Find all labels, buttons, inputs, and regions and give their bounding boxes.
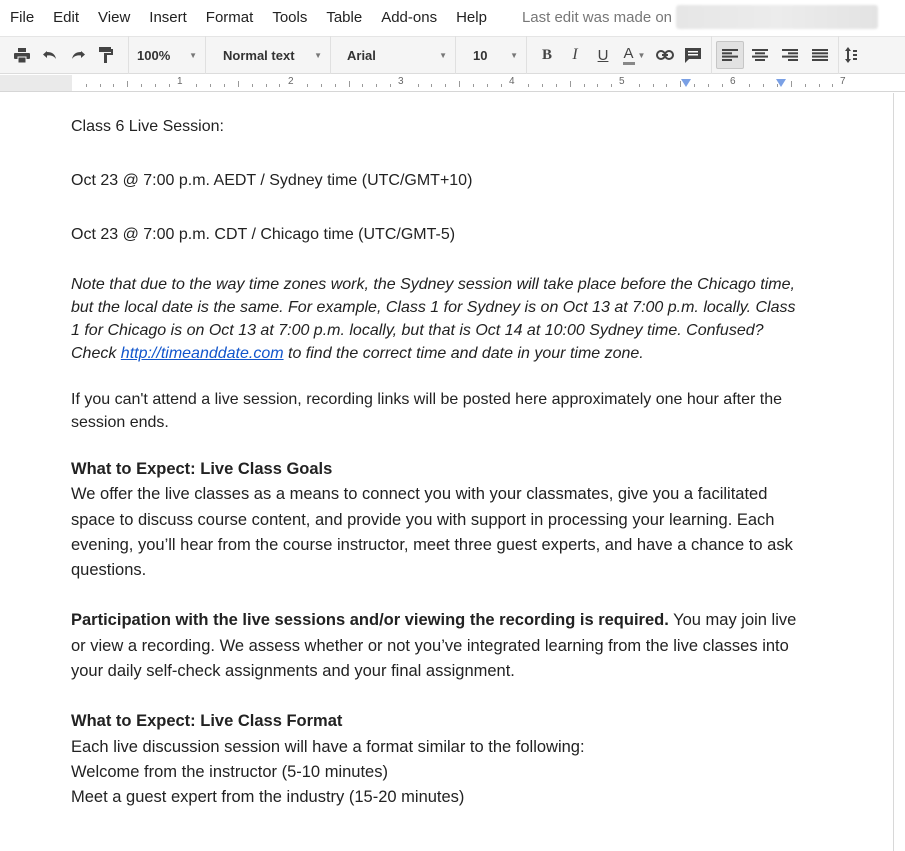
font-select[interactable] (331, 41, 455, 69)
ruler-tick (680, 81, 681, 87)
menu-view[interactable]: View (98, 8, 131, 26)
ruler-tick (335, 84, 336, 87)
ruler-tick (639, 84, 640, 87)
chevron-down-icon: ▼ (637, 50, 646, 60)
chevron-down-icon: ▼ (314, 50, 322, 60)
ruler-tick (224, 84, 225, 87)
ruler-tick (196, 84, 197, 87)
align-left-icon[interactable] (716, 41, 744, 69)
ruler-tick (86, 84, 87, 87)
zoom-value: 100% (137, 47, 171, 63)
note-text-end: to find the correct time and date in your time zone. (283, 345, 644, 362)
goals-heading: What to Expect: Live Class Goals (71, 460, 333, 478)
ruler-label: 3 (398, 76, 404, 87)
ruler-label: 6 (730, 76, 736, 87)
ruler-label: 4 (509, 76, 515, 87)
redo-icon[interactable] (64, 41, 92, 69)
format-item: Welcome from the instructor (5-10 minutes) (71, 762, 388, 781)
ruler-tick (653, 84, 654, 87)
ruler-tick (611, 84, 612, 87)
text-color-button[interactable] (617, 41, 651, 69)
menu-tools[interactable]: Tools (272, 8, 308, 26)
font-size-select[interactable] (456, 41, 526, 69)
ruler-tick (777, 84, 778, 87)
paint-format-icon[interactable] (92, 41, 120, 69)
ruler-margin-left (0, 75, 72, 92)
font-size-value: 10 (473, 47, 488, 63)
ruler-tick (238, 81, 239, 87)
line-spacing-icon[interactable] (839, 41, 863, 69)
ruler-tick (556, 84, 557, 87)
ruler-tick (279, 84, 280, 87)
ruler-tick (791, 81, 792, 87)
ruler-tick (127, 81, 128, 87)
ruler-tick (362, 84, 363, 87)
class-heading: Class 6 Live Session: (71, 118, 224, 135)
ruler-tick (487, 84, 488, 87)
format-item: Meet a guest expert from the industry (15-20 minutes) (71, 788, 465, 807)
format-heading: What to Expect: Live Class Format (71, 712, 343, 731)
ruler-tick (694, 84, 695, 87)
page-edge (893, 93, 905, 851)
ruler-tick (376, 84, 377, 87)
text-color-icon: A (623, 46, 635, 65)
menu-addons[interactable]: Add-ons (381, 8, 438, 26)
ruler-tick (349, 81, 350, 87)
format-section (71, 709, 801, 810)
style-value: Normal text (223, 47, 295, 63)
ruler-tick (763, 84, 764, 87)
paragraph-style-select[interactable] (206, 41, 330, 69)
goals-section (71, 457, 801, 583)
ruler-tick (155, 84, 156, 87)
document-body[interactable] (71, 93, 801, 811)
toolbar-divider (526, 36, 527, 74)
ruler-tick (169, 84, 170, 87)
ruler-label: 1 (177, 76, 183, 87)
italic-icon: I (572, 46, 578, 63)
ruler-tick (252, 84, 253, 87)
format-intro: Each live discussion session will have a format similar to the following: (71, 737, 585, 756)
italic-button[interactable] (561, 41, 589, 69)
participation-text: You may join live or view a recording. We assess whether or not you’ve integrated learning from the live classes into your daily self-check assignments and your final assignment. (71, 611, 797, 681)
font-value: Arial (347, 47, 376, 63)
align-center-icon[interactable] (746, 41, 774, 69)
ruler-tick (210, 84, 211, 87)
sydney-time: Oct 23 @ 7:00 p.m. AEDT / Sydney time (UTC/GMT+10) (71, 172, 473, 189)
bold-icon: B (541, 46, 552, 63)
ruler-tick (749, 84, 750, 87)
ruler-tick (473, 84, 474, 87)
ruler-tick (708, 84, 709, 87)
ruler-tick (570, 81, 571, 87)
chevron-down-icon: ▼ (189, 50, 197, 60)
timeanddate-link[interactable]: http://timeanddate.com (120, 345, 284, 362)
timezone-note (71, 273, 801, 365)
menu-insert[interactable]: Insert (149, 8, 187, 26)
toolbar-divider (711, 36, 712, 74)
align-right-icon[interactable] (776, 41, 804, 69)
chevron-down-icon: ▼ (510, 50, 518, 60)
toolbar (0, 36, 905, 74)
chevron-down-icon: ▼ (439, 50, 447, 60)
bold-button[interactable] (533, 41, 561, 69)
zoom-select[interactable] (129, 41, 205, 69)
ruler-tick (113, 84, 114, 87)
ruler-tick (819, 84, 820, 87)
menu-help[interactable]: Help (456, 8, 487, 26)
ruler-tick (141, 84, 142, 87)
ruler-tick (431, 84, 432, 87)
ruler-tick (501, 84, 502, 87)
menu-table[interactable]: Table (326, 8, 363, 26)
note-text: Note that due to the way time zones work, the Sydney session will take place before the Chicago time, but the local date is the same. For example, Class 1 for Sydney is on Oct 13 at 7:00 p.m. locally. Class 1 for Chicago is on Oct 13 at 7:00 p.m. locally, but that is Oct 14 at 10:00 Sydney time. Confused? Check (71, 276, 796, 362)
comment-icon[interactable] (679, 41, 707, 69)
ruler-tick (418, 84, 419, 87)
menu-bar (0, 0, 905, 34)
indent-marker-icon[interactable] (681, 79, 691, 87)
document-page[interactable] (0, 93, 893, 851)
print-icon[interactable] (8, 41, 36, 69)
ruler-tick (832, 84, 833, 87)
last-edit-link[interactable]: Last edit was made on (521, 8, 673, 26)
ruler-tick (459, 81, 460, 87)
ruler-tick (805, 84, 806, 87)
underline-button[interactable] (589, 41, 617, 69)
ruler-label: 5 (619, 76, 625, 87)
ruler-tick (321, 84, 322, 87)
participation-bold: Participation with the live sessions and/or viewing the recording is required. (71, 611, 669, 630)
menu-file[interactable]: File (10, 8, 35, 26)
menu-format[interactable]: Format (205, 8, 254, 26)
ruler (0, 75, 905, 92)
ruler-tick (266, 84, 267, 87)
ruler-tick (528, 84, 529, 87)
ruler-tick (722, 84, 723, 87)
redacted-timestamp (676, 5, 878, 29)
link-icon[interactable] (651, 41, 679, 69)
goals-text: We offer the live classes as a means to connect you with your classmates, give you a facilitated space to discuss course content, and provide you with support in processing your learning. Each evening, you’ll hear from the course instructor, meet three guest experts, and have a chance to ask questions. (71, 485, 793, 580)
ruler-tick (307, 84, 308, 87)
ruler-tick (390, 84, 391, 87)
ruler-label: 2 (288, 76, 294, 87)
underline-icon: U (597, 46, 609, 64)
ruler-tick (597, 84, 598, 87)
menu-edit[interactable]: Edit (53, 8, 80, 26)
ruler-label: 7 (840, 76, 846, 87)
ruler-tick (666, 84, 667, 87)
participation-section (71, 608, 801, 684)
recording-note: If you can't attend a live session, recording links will be posted here approximately one hour after the session ends. (71, 391, 783, 431)
ruler-tick (445, 84, 446, 87)
ruler-tick (542, 84, 543, 87)
ruler-tick (584, 84, 585, 87)
chicago-time: Oct 23 @ 7:00 p.m. CDT / Chicago time (UTC/GMT-5) (71, 226, 456, 243)
ruler-tick (100, 84, 101, 87)
cut-off-line (71, 93, 801, 115)
undo-icon[interactable] (36, 41, 64, 69)
align-justify-icon[interactable] (806, 41, 834, 69)
